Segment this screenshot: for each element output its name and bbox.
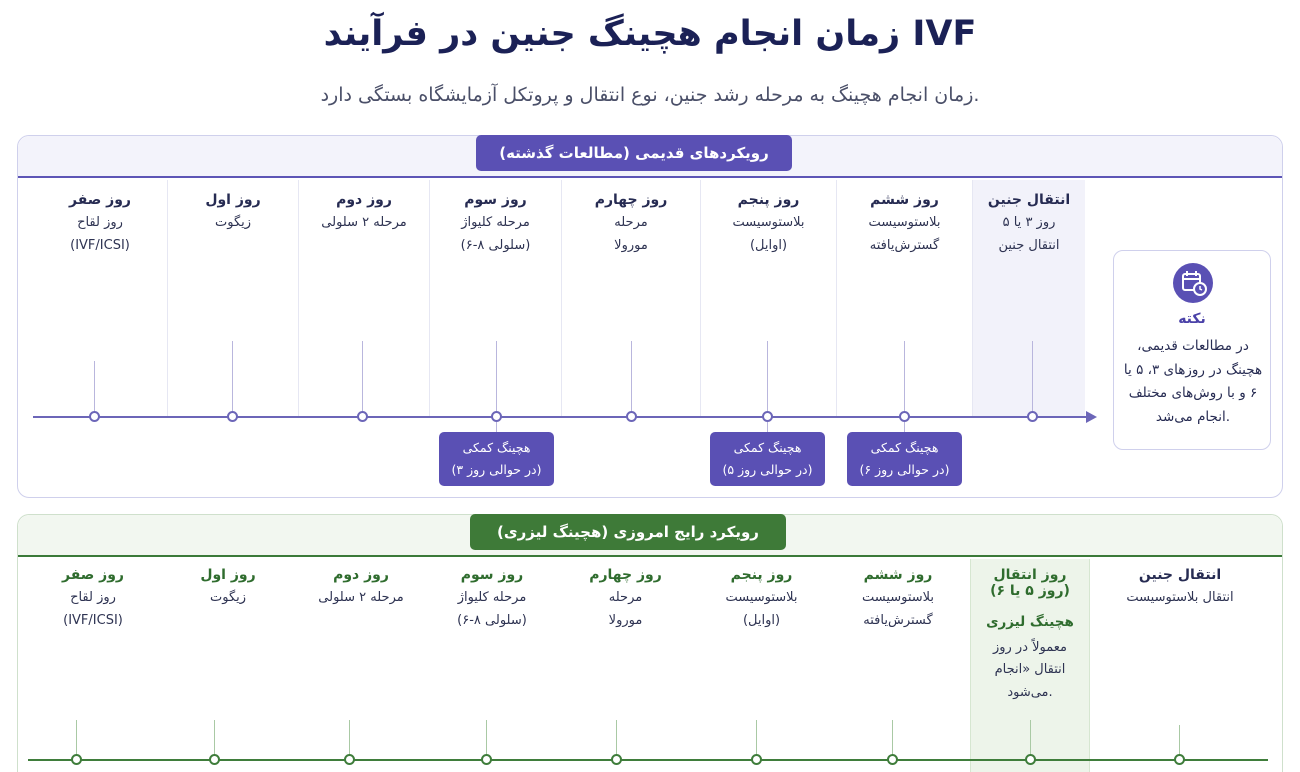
day-label: روز اول bbox=[200, 567, 256, 583]
new-transfer-day bbox=[970, 567, 1090, 705]
note-card bbox=[1113, 250, 1271, 450]
stage-label: روز لقاح (IVF/ICSI) bbox=[63, 590, 123, 628]
stage-label: روز لقاح (IVF/ICSI) bbox=[70, 215, 130, 253]
timeline-dot bbox=[344, 754, 355, 765]
timeline-dot bbox=[1174, 754, 1185, 765]
new-day3 bbox=[426, 567, 558, 633]
stage-label: بلاستوسیست (اوایل) bbox=[732, 215, 805, 253]
day-label: روز دوم bbox=[333, 567, 389, 583]
old-day2 bbox=[299, 192, 429, 235]
stage-label: مرحله مورولا bbox=[608, 590, 643, 628]
timeline-dot bbox=[71, 754, 82, 765]
current-approach-panel bbox=[17, 514, 1283, 772]
timeline-arrowhead bbox=[1086, 411, 1097, 423]
day-label: انتقال جنین bbox=[1138, 567, 1222, 583]
day-label: انتقال جنین bbox=[987, 192, 1071, 208]
transfer-day-label: روز انتقال (روز ۵ یا ۶) bbox=[990, 567, 1070, 599]
page-title: زمان انجام هچینگ جنین در فرآیند IVF bbox=[323, 14, 977, 54]
timeline-dot bbox=[611, 754, 622, 765]
stage-label: انتقال بلاستوسیست bbox=[1126, 590, 1234, 605]
day-label: روز پنجم bbox=[737, 192, 800, 208]
timeline-dot bbox=[89, 411, 100, 422]
laser-hatching-text: معمولاً در روز انتقال «انجام می‌شود. bbox=[992, 639, 1068, 701]
note-title: نکته bbox=[1178, 311, 1206, 327]
timeline-dot bbox=[491, 411, 502, 422]
old-day5 bbox=[701, 192, 836, 258]
new-day4 bbox=[558, 567, 693, 633]
day-label: روز اول bbox=[205, 192, 261, 208]
old-approach-title: رویکردهای قدیمی (مطالعات گذشته) bbox=[476, 135, 792, 171]
old-timeline-axis bbox=[33, 416, 1091, 418]
stage-label: مرحله ۲ سلولی bbox=[318, 590, 404, 605]
stage-label: مرحله کلیواژ (۶-۸ سلولی) bbox=[457, 590, 527, 628]
day-label: روز سوم bbox=[460, 567, 524, 583]
timeline-dot bbox=[1025, 754, 1036, 765]
day-label: روز صفر bbox=[68, 192, 131, 208]
timeline-dot bbox=[209, 754, 220, 765]
timeline-dot bbox=[626, 411, 637, 422]
stage-label: روز ۳ یا ۵ انتقال جنین bbox=[998, 215, 1060, 253]
day-label: روز چهارم bbox=[589, 567, 662, 583]
assisted-hatching-box-day5: هچینگ کمکی (در حوالی روز ۵) bbox=[710, 432, 825, 486]
timeline-stem bbox=[94, 361, 95, 413]
note-body: در مطالعات قدیمی، هچینگ در روزهای ۳، ۵ یا ۶ و با روش‌های مختلف انجام می‌شد. bbox=[1123, 338, 1263, 425]
page-subtitle: زمان انجام هچینگ به مرحله رشد جنین، نوع انتقال و پروتکل آزمایشگاه بستگی دارد. bbox=[320, 84, 980, 106]
new-day1 bbox=[163, 567, 293, 610]
hatching-connector bbox=[767, 422, 768, 432]
timeline-stem bbox=[1030, 720, 1031, 756]
day-label: روز صفر bbox=[61, 567, 124, 583]
stage-label: مرحله کلیواژ (۶-۸ سلولی) bbox=[460, 215, 531, 253]
laser-hatching-title: هچینگ لیزری bbox=[986, 614, 1074, 630]
timeline-dot bbox=[227, 411, 238, 422]
timeline-dot bbox=[762, 411, 773, 422]
day-label: روز ششم bbox=[870, 192, 939, 208]
assisted-hatching-box-day3: هچینگ کمکی (در حوالی روز ۳) bbox=[439, 432, 554, 486]
new-day5 bbox=[694, 567, 829, 633]
new-day6 bbox=[828, 567, 968, 633]
current-approach-title: رویکرد رایج امروزی (هچینگ لیزری) bbox=[470, 514, 786, 550]
timeline-dot bbox=[887, 754, 898, 765]
new-day0 bbox=[28, 567, 158, 633]
old-day4 bbox=[562, 192, 700, 258]
timeline-dot bbox=[751, 754, 762, 765]
old-day3 bbox=[430, 192, 561, 258]
old-approach-panel bbox=[17, 135, 1283, 498]
day-label: روز سوم bbox=[464, 192, 527, 208]
stage-label: بلاستوسیست (اوایل) bbox=[725, 590, 798, 628]
calendar-clock-icon bbox=[1173, 263, 1213, 303]
old-day6 bbox=[837, 192, 972, 258]
stage-label: زیگوت bbox=[209, 590, 247, 605]
assisted-hatching-box-day6: هچینگ کمکی (در حوالی روز ۶) bbox=[847, 432, 962, 486]
timeline-dot bbox=[1027, 411, 1038, 422]
day-label: روز دوم bbox=[336, 192, 392, 208]
stage-label: بلاستوسیست گسترش‌یافته bbox=[868, 215, 941, 253]
stage-label: مرحله ۲ سلولی bbox=[321, 215, 407, 230]
old-transfer bbox=[973, 192, 1085, 258]
new-embryo-transfer bbox=[1100, 567, 1260, 610]
old-day1 bbox=[168, 192, 298, 235]
stage-label: بلاستوسیست گسترش‌یافته bbox=[861, 590, 935, 628]
old-day0 bbox=[34, 192, 166, 258]
day-label: روز ششم bbox=[863, 567, 933, 583]
day-label: روز پنجم bbox=[730, 567, 793, 583]
day-label: روز چهارم bbox=[594, 192, 668, 208]
timeline-dot bbox=[899, 411, 910, 422]
timeline-dot bbox=[357, 411, 368, 422]
timeline-dot bbox=[481, 754, 492, 765]
hatching-connector bbox=[496, 422, 497, 432]
new-day2 bbox=[296, 567, 426, 610]
stage-label: زیگوت bbox=[214, 215, 252, 230]
stage-label: مرحله مورولا bbox=[614, 215, 648, 253]
hatching-connector bbox=[904, 422, 905, 432]
